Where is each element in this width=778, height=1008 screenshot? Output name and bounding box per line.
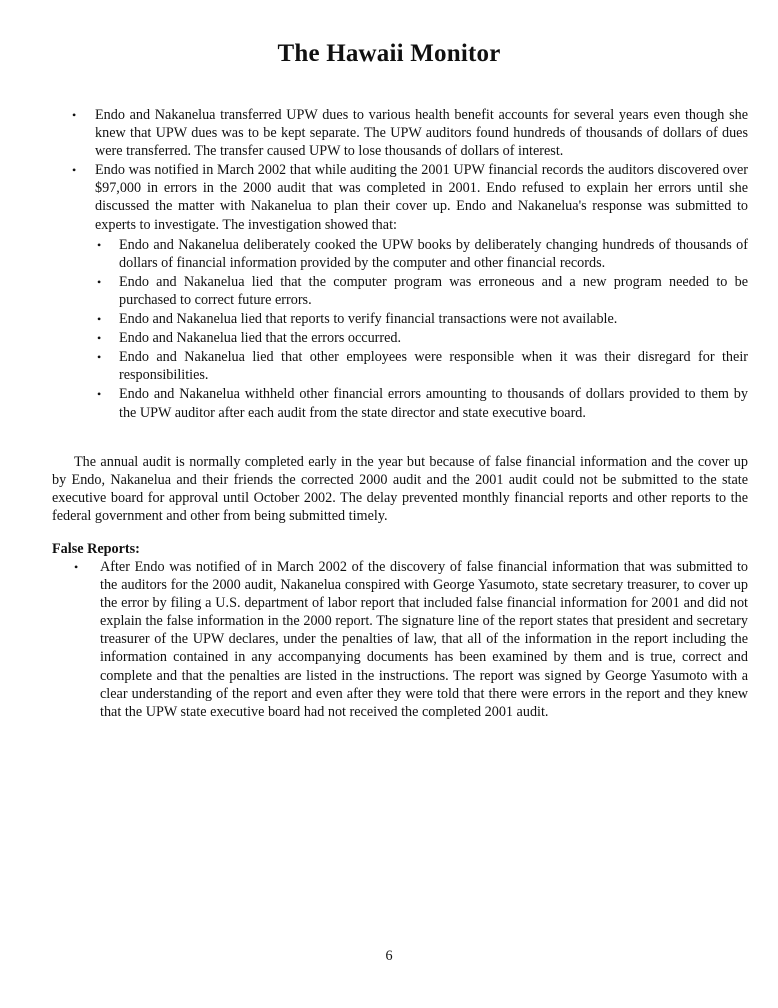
list-item-text: Endo was notified in March 2002 that while auditing the 2001 UPW financial records the auditors discovered over $97,000 in errors in the 2000 audit that was completed in 2001. Endo refused to explain her errors until she discussed the matter with Nakanelua to plan their cover up. Endo and Nakanelua's response was submitted to experts to investigate. The investigation showed that: — [95, 162, 748, 233]
bullet-icon: • — [74, 560, 79, 574]
bullet-icon: • — [97, 312, 102, 327]
sub-bullet-list — [97, 236, 748, 422]
sub-list-item — [97, 329, 748, 347]
section-heading: False Reports: — [52, 541, 140, 557]
sub-list-item — [97, 273, 748, 309]
list-item — [72, 161, 748, 421]
list-item — [72, 106, 748, 160]
sub-list-item — [97, 236, 748, 272]
page-number: 6 — [385, 948, 393, 964]
sub-list-item — [97, 385, 748, 421]
bullet-icon: • — [97, 237, 102, 252]
body-paragraph: The annual audit is normally completed early in the year but because of false financial information and the cover up by Endo, Nakanelua and their friends the corrected 2000 audit and the 2001 audit could not be submitted to the state executive board for approval until October 2002. The delay prevented monthly financial reports and other reports to the federal government and other from being submitted timely. — [52, 454, 748, 525]
sub-list-item — [97, 310, 748, 328]
page-title: The Hawaii Monitor — [277, 40, 501, 67]
bullet-icon: • — [97, 387, 102, 402]
sub-list-item-text: Endo and Nakanelua lied that the computer program was erroneous and a new program needed to be purchased to correct future errors. — [119, 273, 748, 308]
bullet-icon: • — [97, 331, 102, 346]
sub-list-item-text: Endo and Nakanelua deliberately cooked the UPW books by deliberately changing hundreds of thousands of dollars of financial information provided by the computer and other financial records. — [119, 236, 748, 271]
bullet-list-false-reports — [74, 558, 748, 721]
sub-list-item-text: Endo and Nakanelua withheld other financial errors amounting to thousands of dollars provided to them by the UPW auditor after each audit from the state director and state executive board. — [119, 386, 748, 421]
list-item — [74, 558, 748, 721]
bullet-list-top — [72, 106, 748, 423]
sub-list-item-text: Endo and Nakanelua lied that other employees were responsible when it was their disregard for their responsibilities. — [119, 349, 748, 384]
bullet-icon: • — [72, 163, 77, 178]
list-item-text: Endo and Nakanelua transferred UPW dues to various health benefit accounts for several years even though she knew that UPW dues was to be kept separate. The UPW auditors found hundreds of thousands of dollars of dues were transferred. The transfer caused UPW to lose thousands of dollars of interest. — [95, 107, 748, 160]
sub-list-item-text: Endo and Nakanelua lied that reports to verify financial transactions were not available. — [119, 311, 618, 328]
sub-list-item — [97, 348, 748, 384]
sub-list-item-text: Endo and Nakanelua lied that the errors occurred. — [119, 330, 402, 347]
bullet-icon: • — [97, 350, 102, 365]
bullet-icon: • — [97, 274, 102, 289]
bullet-icon: • — [72, 108, 77, 122]
list-item-text: After Endo was notified of in March 2002 of the discovery of false financial information that was submitted to the auditors for the 2000 audit, Nakanelua conspired with George Yasumoto, state secretary treasurer, to cover up the error by filing a U.S. department of labor report that included false financial information for 2001 and did not explain the false information in the 2000 report. The signature line of the report states that president and secretary treasurer of the UPW declares, under the penalties of law, that all of the information in the report including the information contained in any accompanying documents has been examined by them and is true, correct and complete and that the penalties are listed in the instructions. The report was signed by George Yasumoto with a clear understanding of the report and even after they were told that there were errors in the report and they knew that the UPW state executive board had not received the completed 2001 audit. — [100, 559, 748, 720]
